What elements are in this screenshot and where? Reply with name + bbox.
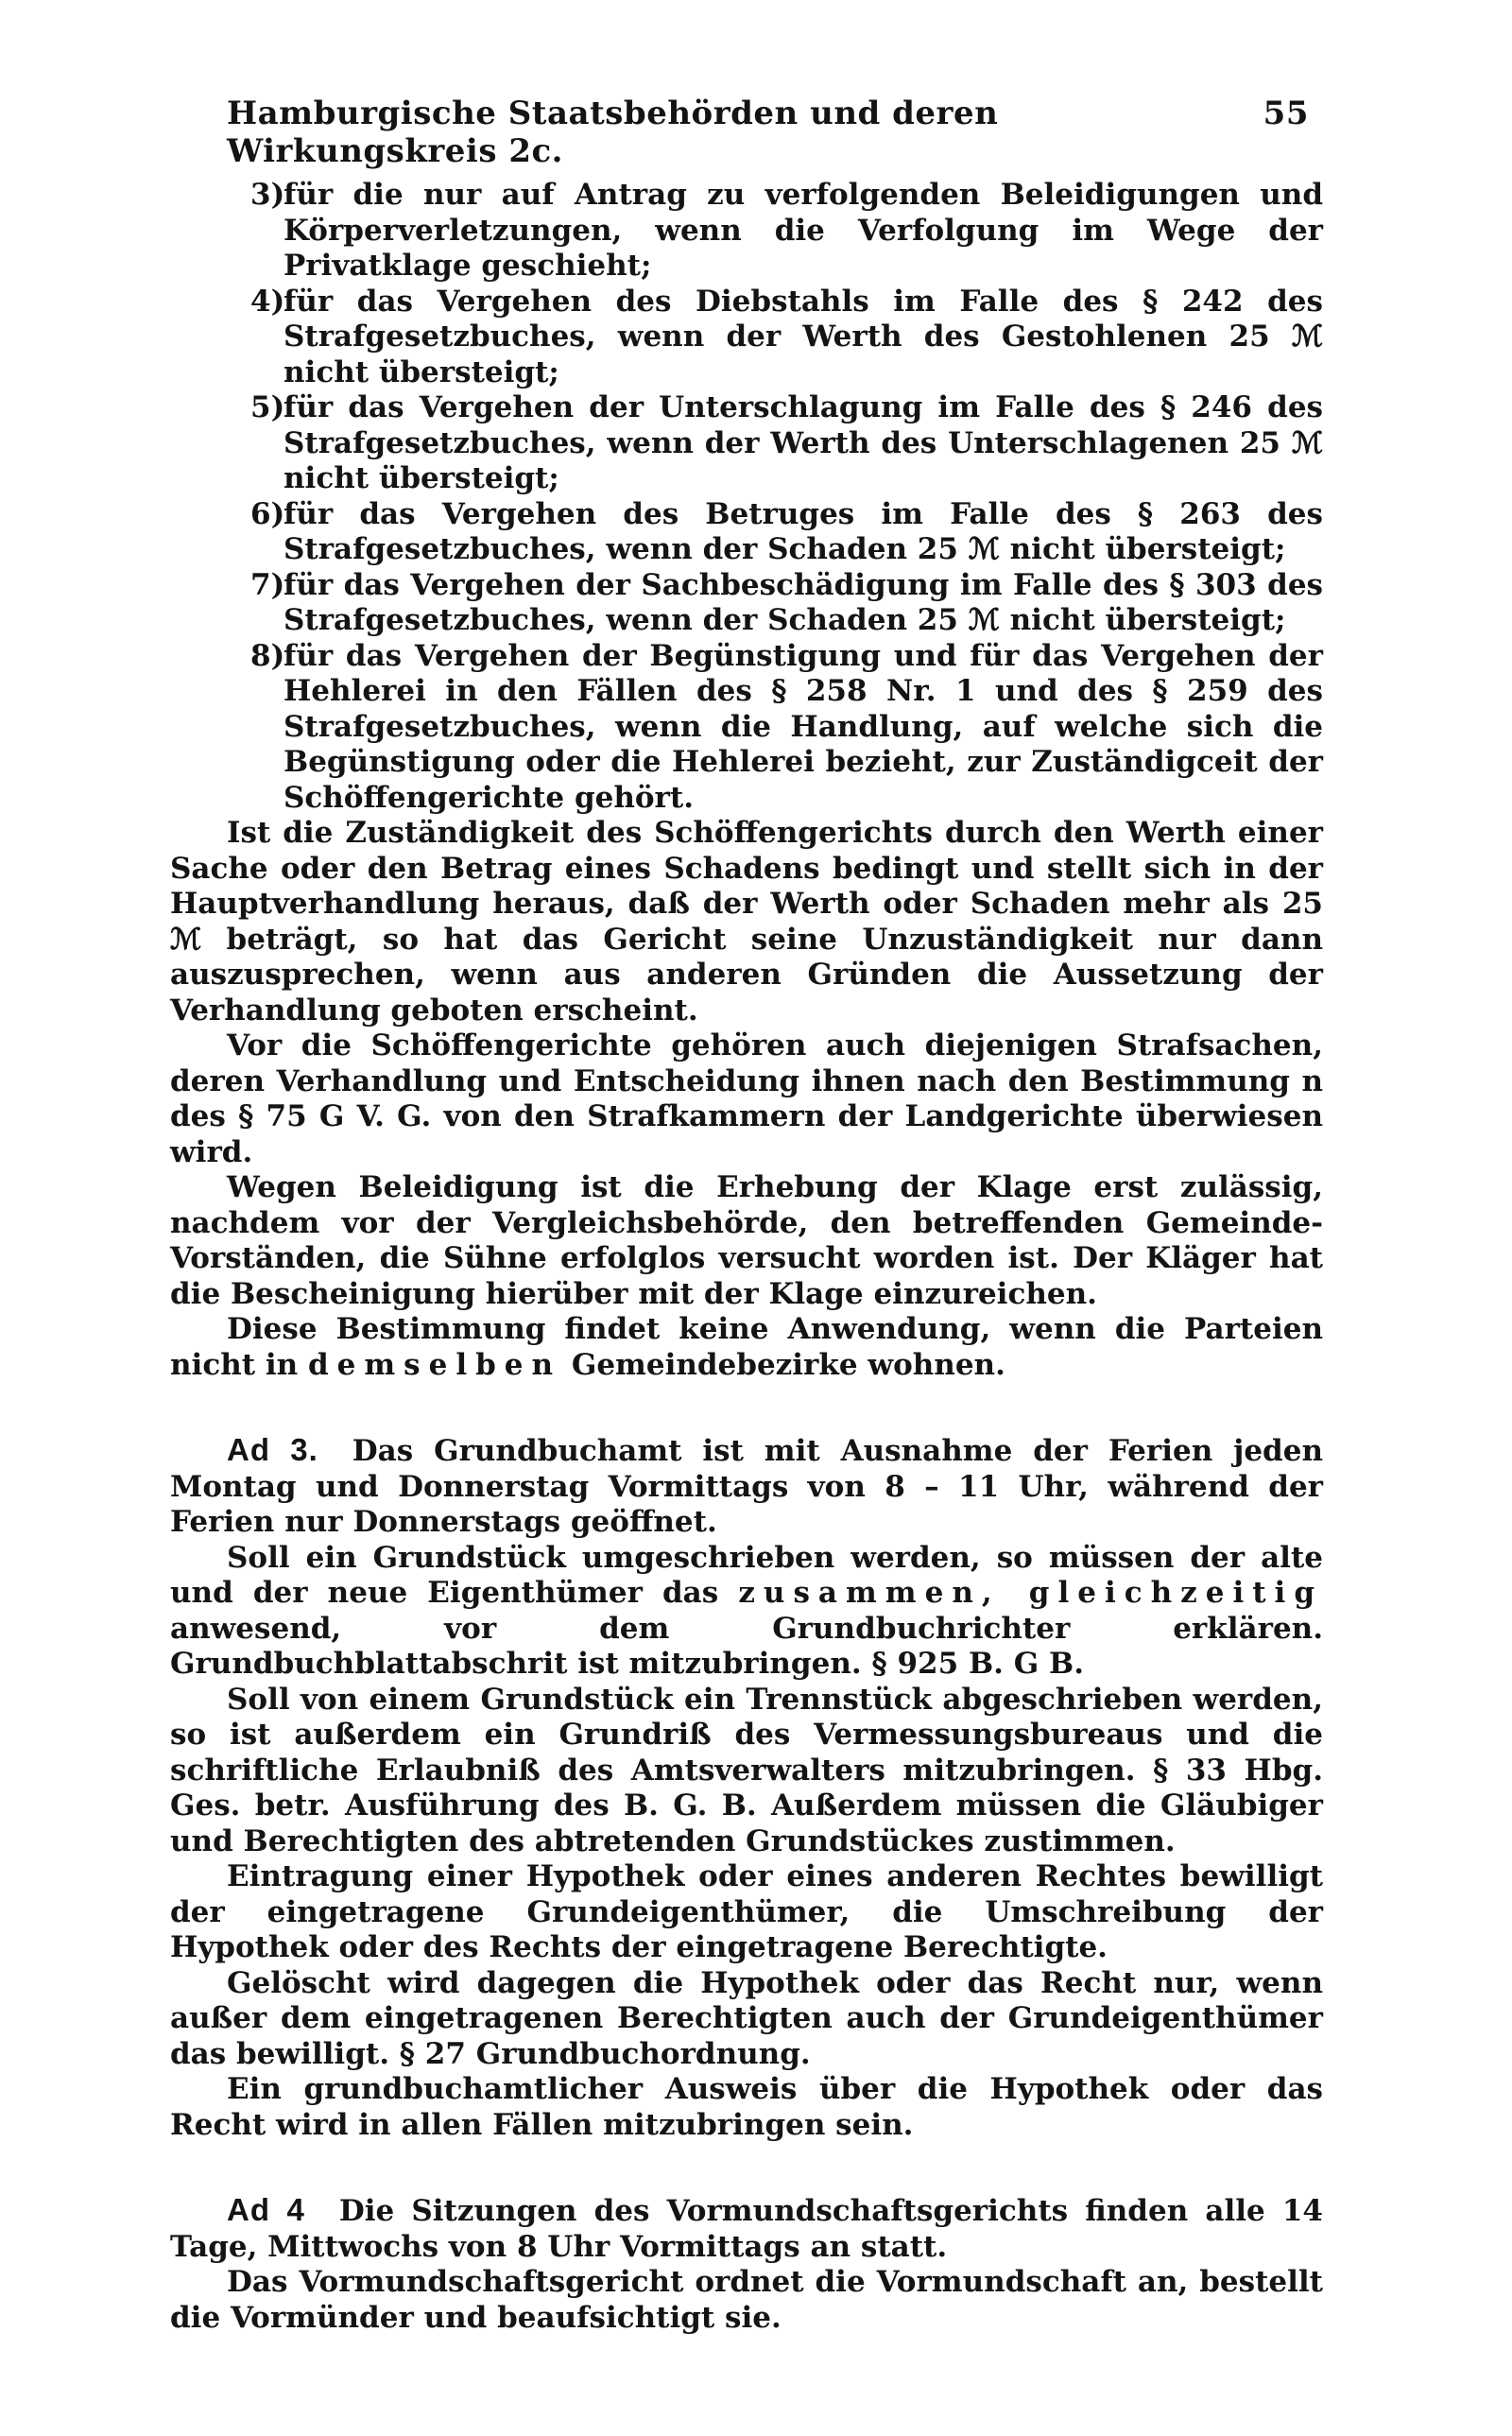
ad3-paragraph-transfer	[170, 1541, 1323, 1683]
text-run: Das Grundbuchamt ist mit Ausnahme der Ferien jeden Montag und Donnerstag Vormittags von 8 – 11 Uhr, während der Ferien nur Donnerstags geöffnet.	[170, 1434, 1323, 1539]
ad3-paragraph-certificate: Ein grundbuchamtlicher Ausweis über die Hypothek oder das Recht wird in allen Fällen mitzubringen sein.	[170, 2072, 1323, 2142]
list-item-text: für das Vergehen der Unterschlagung im Falle des § 246 des Strafgesetzbuches, wenn der Werth des Unterschlagenen 25 ℳ nicht übersteigt;	[284, 390, 1323, 495]
spaced-text: zusammen, gleichzeitig	[738, 1576, 1324, 1610]
paragraph-criminal-matters: Vor die Schöffengerichte gehören auch diejenigen Strafsachen, deren Verhandlung und Entscheidung ihnen nach den Bestimmung n des § 75 G V. G. von den Strafkammern der Landgerichte überwiesen wird.	[170, 1028, 1323, 1169]
list-item	[170, 285, 1323, 391]
list-item-number: 7 )	[250, 568, 284, 604]
list-item-number: 4 )	[250, 285, 284, 320]
list-item	[170, 178, 1323, 285]
list-item-number: 6 )	[250, 497, 284, 533]
list-item-text: für das Vergehen des Diebstahls im Falle des § 242 des Strafgesetzbuches, wenn der Werth des Gestohlenen 25 ℳ nicht übersteigt;	[284, 284, 1323, 389]
page-number: 55	[1263, 95, 1309, 132]
text-run: Gemeindebezirke wohnen.	[571, 1347, 1005, 1382]
page-body	[170, 178, 1323, 2336]
text-run: anwesend, vor dem Grundbuchrichter erklären. Grundbuchblattabschrit ist mitzubringen. § 925 B. G B.	[170, 1611, 1323, 1681]
list-item-text: für das Vergehen der Sachbeschädigung im Falle des § 303 des Strafgesetzbuches, wenn der Schaden 25 ℳ nicht übersteigt;	[284, 567, 1323, 637]
running-header	[227, 95, 1309, 170]
list-item	[170, 497, 1323, 568]
list-item-text: für das Vergehen des Betruges im Falle des § 263 des Strafgesetzbuches, wenn der Schaden 25 ℳ nicht übersteigt;	[284, 496, 1323, 566]
header-title: Hamburgische Staatsbehörden und deren Wirkungskreis 2c.	[227, 95, 999, 170]
paragraph-insult: Wegen Beleidigung ist die Erhebung der Klage erst zulässig, nachdem vor der Vergleichsbehörde, den betreffenden Gemeinde-Vorständen, die Sühne erfolglos versucht worden ist. Der Kläger hat die Bescheinigung hierüber mit der Klage einzureichen.	[170, 1170, 1323, 1311]
list-item	[170, 639, 1323, 817]
ad3-paragraph-deletion: Gelöscht wird dagegen die Hypothek oder das Recht nur, wenn außer dem eingetragenen Berechtigten auch der Grundeigenthümer das bewilligt. § 27 Grundbuchordnung.	[170, 1965, 1323, 2071]
list-item	[170, 390, 1323, 497]
list-item-number: 3 )	[250, 178, 284, 214]
section-label: Ad 4	[227, 2192, 305, 2227]
text-run: Die Sitzungen des Vormundschaftsgerichts finden alle 14 Tage, Mittwochs von 8 Uhr Vormittags an statt.	[170, 2194, 1323, 2264]
list-item	[170, 568, 1323, 639]
ad4-paragraph-sessions	[170, 2192, 1323, 2265]
list-item-number: 5 )	[250, 390, 284, 426]
section-label: Ad 3.	[227, 1432, 318, 1467]
ad3-paragraph-opening-hours	[170, 1432, 1323, 1541]
ad3-paragraph-mortgage-entry: Eintragung einer Hypothek oder eines anderen Rechtes bewilligt der eingetragene Grundeigenthümer, die Umschreibung der Hypothek oder des Rechts der eingetragene Berechtigte.	[170, 1859, 1323, 1964]
spaced-text: demselben	[307, 1347, 562, 1382]
ad4-paragraph-guardianship: Das Vormundschaftsgericht ordnet die Vormundschaft an, bestellt die Vormünder und beaufsichtigt sie.	[170, 2265, 1323, 2335]
section-ad3	[170, 1432, 1323, 2143]
paragraph-jurisdiction: Ist die Zuständigkeit des Schöffengerichts durch den Werth einer Sache oder den Betrag eines Schadens bedingt und stellt sich in der Hauptverhandlung heraus, daß der Werth oder Schaden mehr als 25 ℳ beträgt, so hat das Gericht seine Unzuständigkeit nur dann auszusprechen, wenn aus anderen Gründen die Aussetzung der Verhandlung geboten erscheint.	[170, 816, 1323, 1028]
text-run: Soll ein Grundstück umgeschrieben werden, so müssen der alte und der neue Eigenthümer das	[170, 1540, 1323, 1610]
section-ad4	[170, 2192, 1323, 2336]
paragraph-exception	[170, 1312, 1323, 1383]
list-item-text: für das Vergehen der Begünstigung und für das Vergehen der Hehlerei in den Fällen des § 258 Nr. 1 und des § 259 des Strafgesetzbuches, wenn die Handlung, auf welche sich die Begünstigung oder die Hehlerei bezieht, zur Zuständigceit der Schöffengerichte gehört.	[284, 638, 1323, 815]
ad3-paragraph-parcel: Soll von einem Grundstück ein Trennstück abgeschrieben werden, so ist außerdem ein Grundriß des Vermessungsbureaus und die schriftliche Erlaubniß des Amtsverwalters mitzubringen. § 33 Hbg. Ges. betr. Ausführung des B. G. B. Außerdem müssen die Gläubiger und Berechtigten des abtretenden Grundstückes zustimmen.	[170, 1682, 1323, 1858]
list-item-number: 8 )	[250, 639, 284, 675]
text-run: Diese Bestimmung findet keine Anwendung, wenn die Parteien nicht in	[170, 1312, 1323, 1382]
list-item-text: für die nur auf Antrag zu verfolgenden Beleidigungen und Körperverletzungen, wenn die Verfolgung im Wege der Privatklage geschieht;	[284, 178, 1323, 283]
